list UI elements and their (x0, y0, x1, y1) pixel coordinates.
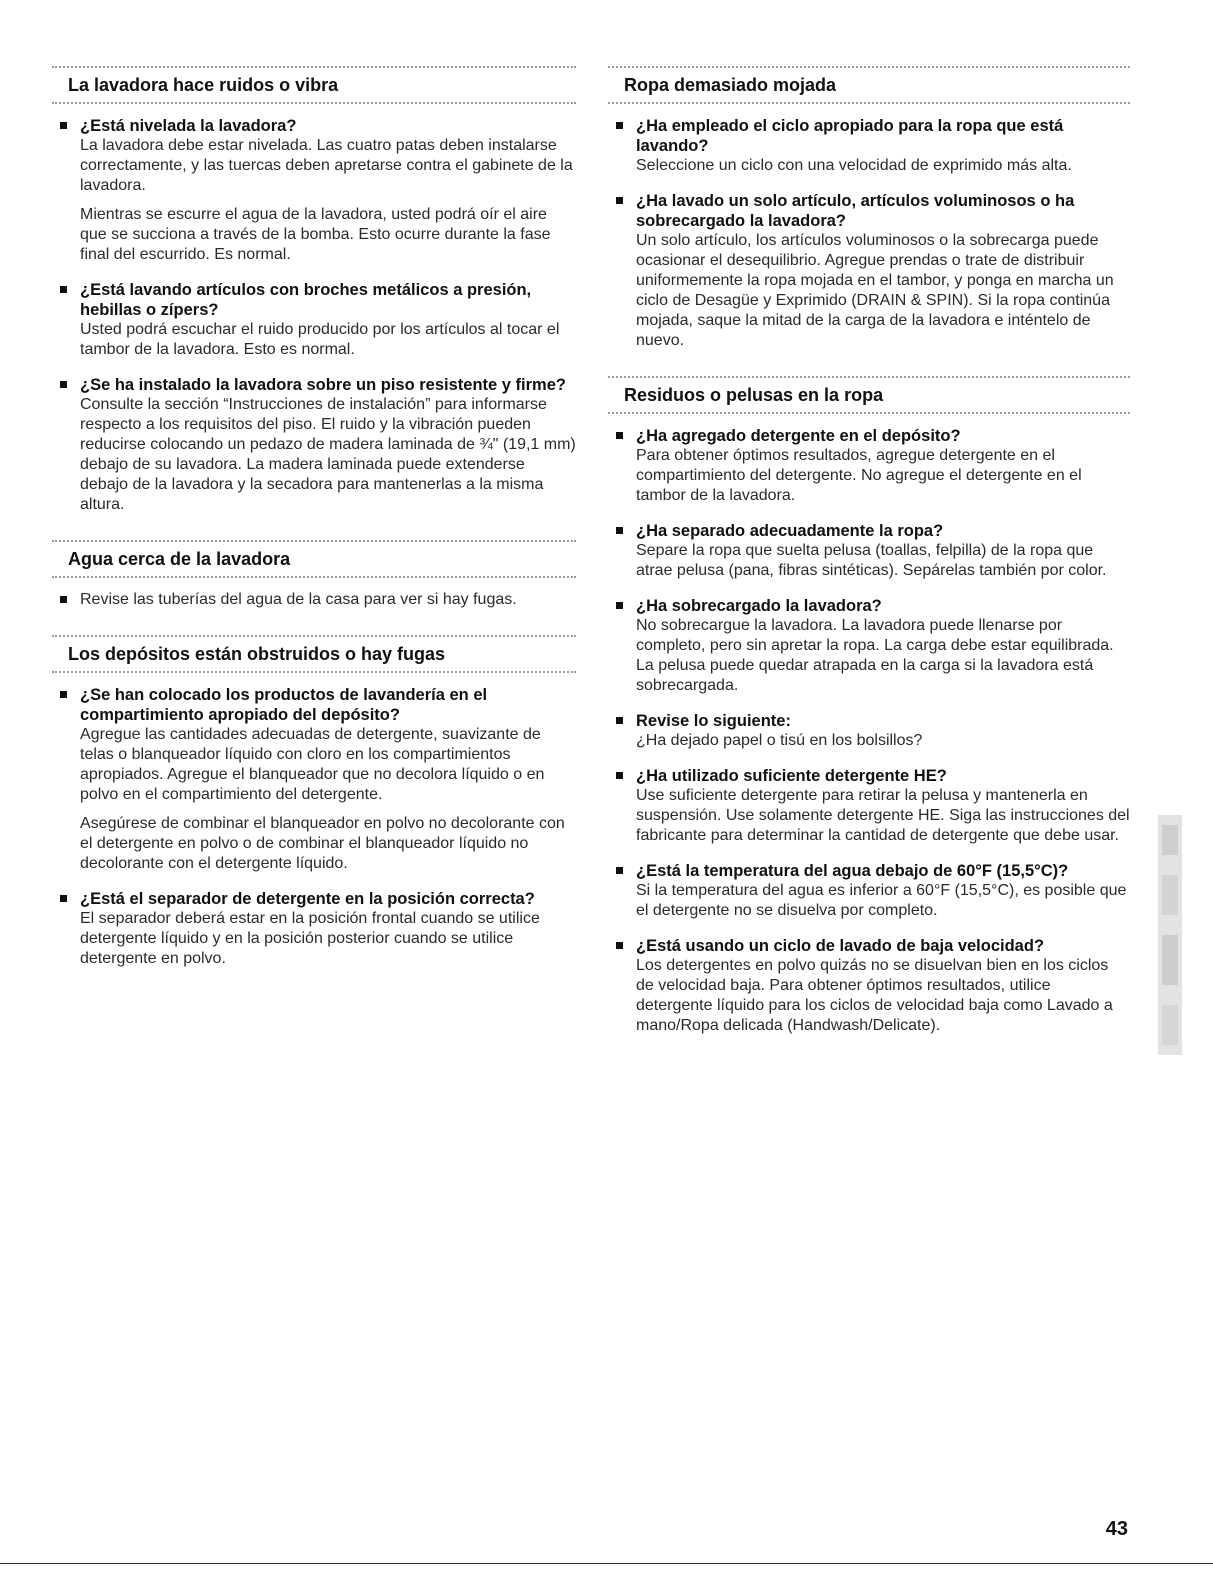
question-text: ¿Se han colocado los productos de lavandería en el compartimiento apropiado del depósito? (80, 686, 488, 724)
section-header-dispensers (52, 635, 576, 673)
section-header-noise (52, 66, 576, 104)
section-title: Residuos o pelusas en la ropa (624, 385, 884, 405)
scan-watermark (1150, 815, 1190, 1055)
bottom-rule (0, 1563, 1213, 1564)
answer-text: Consulte la sección “Instrucciones de instalación” para informarse respecto a los requisitos del piso. El ruido y la vibración pueden reducirse colocando un pedazo de madera laminada de ¾" (19,1 mm) debajo de su lavadora. La madera laminada puede extenderse debajo de la lavadora y la secadora para mantenerlas a la misma altura. (80, 396, 576, 513)
list-item (608, 116, 1130, 176)
list-item (608, 596, 1130, 696)
answer-text: Los detergentes en polvo quizás no se disuelvan bien en los ciclos de velocidad baja. Para obtener óptimos resultados, utilice detergente líquido para los ciclos de velocidad baja como Lavado a mano/Ropa delicada (Handwash/Delicate). (636, 957, 1113, 1034)
square-bullet-icon (60, 381, 67, 388)
square-bullet-icon (616, 197, 623, 204)
question-text: ¿Ha sobrecargado la lavadora? (636, 597, 882, 615)
list-item (608, 426, 1130, 506)
list-item (608, 711, 1130, 751)
question-text: ¿Ha agregado detergente en el depósito? (636, 427, 961, 445)
question-text: ¿Está lavando artículos con broches metálicos a presión, hebillas o zípers? (80, 281, 532, 319)
right-column (608, 66, 1130, 1051)
answer-text: La lavadora debe estar nivelada. Las cuatro patas deben instalarse correctamente, y las tuercas deben apretarse contra el gabinete de la lavadora. (80, 137, 573, 194)
answer-text: Un solo artículo, los artículos voluminosos o la sobrecarga puede ocasionar el desequilibrio. Agregue prendas o trate de distribuir uniformemente la ropa mojada en el tambor, y ponga en marcha un ciclo de Desagüe y Exprimido (DRAIN & SPIN). Si la ropa continúa mojada, saque la mitad de la carga de la lavadora e inténtelo de nuevo. (636, 232, 1114, 349)
square-bullet-icon (616, 432, 623, 439)
question-text: ¿Está la temperatura del agua debajo de 60°F (15,5°C)? (636, 862, 1069, 880)
answer-text: Si la temperatura del agua es inferior a 60°F (15,5°C), es posible que el detergente no se disuelva por completo. (636, 882, 1127, 919)
section-title: Los depósitos están obstruidos o hay fugas (68, 644, 446, 664)
section-title: Agua cerca de la lavadora (68, 549, 291, 569)
list-item (608, 936, 1130, 1036)
question-text: ¿Se ha instalado la lavadora sobre un piso resistente y firme? (80, 376, 566, 394)
watermark-graphic (1150, 815, 1190, 1055)
section-header-lint (608, 376, 1130, 414)
square-bullet-icon (60, 691, 67, 698)
answer-text: No sobrecargue la lavadora. La lavadora puede llenarse por completo, pero sin apretar la ropa. La carga debe estar equilibrada. La pelusa puede quedar atrapada en la carga si la lavadora está sobrecargada. (636, 617, 1114, 694)
section-header-wet-clothes (608, 66, 1130, 104)
page-number: 43 (1105, 1518, 1128, 1540)
question-text: ¿Ha separado adecuadamente la ropa? (636, 522, 944, 540)
list-item (52, 685, 576, 874)
list-item (52, 590, 576, 610)
question-text: ¿Está el separador de detergente en la posición correcta? (80, 890, 535, 908)
list-item (52, 375, 576, 515)
answer-text: Para obtener óptimos resultados, agregue detergente en el compartimiento del detergente. No agregue el detergente en el tambor de la lavadora. (636, 447, 1082, 504)
answer-text: ¿Ha dejado papel o tisú en los bolsillos? (636, 732, 923, 749)
section-title: La lavadora hace ruidos o vibra (68, 75, 339, 95)
question-text: ¿Está usando un ciclo de lavado de baja velocidad? (636, 937, 1045, 955)
square-bullet-icon (60, 286, 67, 293)
section-header-water (52, 540, 576, 578)
list-item (608, 521, 1130, 581)
square-bullet-icon (60, 895, 67, 902)
square-bullet-icon (616, 867, 623, 874)
list-item (608, 861, 1130, 921)
answer-text: Usted podrá escuchar el ruido producido por los artículos al tocar el tambor de la lavadora. Esto es normal. (80, 321, 560, 358)
question-text: ¿Está nivelada la lavadora? (80, 117, 297, 135)
list-item (608, 766, 1130, 846)
answer-text: Agregue las cantidades adecuadas de detergente, suavizante de telas o blanqueador líquido con cloro en los compartimientos apropiados. Agregue el blanqueador que no decolora líquido o en polvo en el compartimiento del detergente. (80, 726, 545, 803)
question-text: ¿Ha lavado un solo artículo, artículos voluminosos o ha sobrecargado la lavadora? (636, 192, 1075, 230)
question-text: Revise lo siguiente: (636, 712, 791, 730)
answer-text: Mientras se escurre el agua de la lavadora, usted podrá oír el aire que se succiona a través de la bomba. Esto ocurre durante la fase final del escurrido. Es normal. (80, 206, 551, 263)
square-bullet-icon (616, 527, 623, 534)
square-bullet-icon (616, 772, 623, 779)
list-item (52, 280, 576, 360)
square-bullet-icon (616, 122, 623, 129)
answer-text: Asegúrese de combinar el blanqueador en polvo no decolorante con el detergente en polvo o de combinar el blanqueador líquido no decolorante con el detergente líquido. (80, 815, 565, 872)
section-title: Ropa demasiado mojada (624, 75, 837, 95)
answer-text: Revise las tuberías del agua de la casa para ver si hay fugas. (80, 591, 517, 608)
square-bullet-icon (60, 596, 67, 603)
left-column (52, 66, 576, 984)
square-bullet-icon (616, 602, 623, 609)
square-bullet-icon (616, 717, 623, 724)
answer-text: Use suficiente detergente para retirar la pelusa y mantenerla en suspensión. Use solamente detergente HE. Siga las instrucciones del fabricante para determinar la cantidad de detergente que debe usar. (636, 787, 1130, 844)
square-bullet-icon (60, 122, 67, 129)
square-bullet-icon (616, 942, 623, 949)
answer-text: Seleccione un ciclo con una velocidad de exprimido más alta. (636, 157, 1072, 174)
answer-text: El separador deberá estar en la posición frontal cuando se utilice detergente líquido y en la posición posterior cuando se utilice detergente en polvo. (80, 910, 540, 967)
list-item (52, 889, 576, 969)
list-item (52, 116, 576, 265)
question-text: ¿Ha empleado el ciclo apropiado para la ropa que está lavando? (636, 117, 1064, 155)
answer-text: Separe la ropa que suelta pelusa (toallas, felpilla) de la ropa que atrae pelusa (pana, fibras sintéticas). Sepárelas también por color. (636, 542, 1107, 579)
list-item (608, 191, 1130, 351)
question-text: ¿Ha utilizado suficiente detergente HE? (636, 767, 947, 785)
